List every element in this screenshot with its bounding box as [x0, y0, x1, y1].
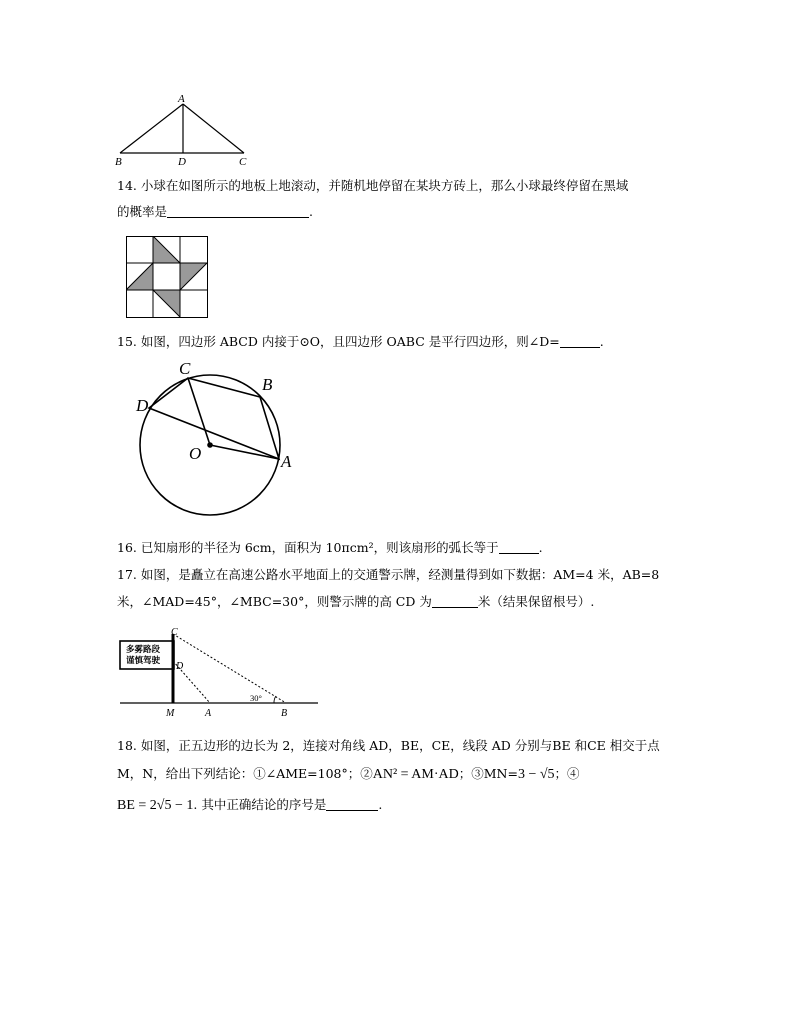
- question-18-text-2: M，N，给出下列结论：①∠AME=108°；②: [117, 766, 373, 781]
- question-18-text-3: ；③MN=: [458, 766, 518, 781]
- question-14-text: 14. 小球在如图所示的地板上地滚动，并随机地停留在某块方砖上，那么小球最终停留在黑域: [117, 178, 629, 193]
- question-18-end: .: [378, 797, 383, 812]
- answer-blank-18[interactable]: [326, 798, 378, 811]
- question-18-text-4: ；④: [554, 766, 580, 781]
- question-15-text: 15. 如图，四边形 ABCD 内接于⊙O，且四边形 OABC 是平行四边形，则∠D=: [117, 334, 560, 349]
- sign-text-line1: 多雾路段: [126, 645, 161, 655]
- circle-label-b: B: [262, 375, 273, 394]
- question-18-text: 18. 如图，正五边形的边长为 2，连接对角线 AD，BE，CE，线段 AD 分别与BE 和CE 相交于点: [117, 738, 660, 753]
- question-17-text-3: 米（结果保留根号）.: [477, 594, 595, 609]
- answer-blank-16[interactable]: [499, 541, 539, 554]
- question-16-line: [117, 539, 543, 557]
- question-18-formula-1: AN² = AM·AD: [372, 767, 459, 782]
- sign-label-a: A: [205, 708, 212, 719]
- circle-label-d: D: [136, 396, 149, 415]
- sign-label-d: D: [176, 661, 184, 672]
- label-a: A: [178, 93, 185, 105]
- question-16-end: .: [538, 540, 543, 555]
- question-17-line2: [117, 593, 594, 611]
- circle-label-o: O: [189, 444, 202, 463]
- label-b: B: [115, 156, 122, 168]
- question-15-end: .: [599, 334, 604, 349]
- question-18-formula-3: BE = 2√5 − 1: [117, 798, 194, 813]
- label-d: D: [178, 156, 186, 168]
- question-18-text-5: . 其中正确结论的序号是: [193, 797, 327, 812]
- sign-text-line2: 谨慎驾驶: [126, 656, 161, 666]
- sign-angle-label: 30°: [250, 693, 262, 703]
- question-18-line1: [117, 737, 660, 755]
- warning-sign-figure: [114, 624, 326, 722]
- circle-label-a: A: [281, 452, 292, 471]
- question-16-text: 16. 已知扇形的半径为 6cm，面积为 10πcm²，则该扇形的弧长等于: [117, 540, 499, 555]
- question-14-text-2: 的概率是: [117, 204, 168, 219]
- answer-blank-15[interactable]: [560, 335, 600, 348]
- sign-label-b: B: [281, 708, 288, 719]
- triangle-figure: [112, 90, 257, 168]
- circle-label-c: C: [179, 359, 191, 378]
- question-14-line2: [117, 203, 313, 221]
- question-18-formula-2: 3 − √5: [517, 767, 555, 782]
- question-18-line3: [117, 796, 382, 815]
- question-14-end: .: [309, 204, 313, 219]
- question-18-line2: [117, 765, 580, 784]
- sign-label-c: C: [171, 627, 178, 638]
- question-14-line1: [117, 177, 628, 195]
- question-15-line: [117, 333, 604, 351]
- question-17-line1: [117, 566, 659, 584]
- answer-blank-14[interactable]: [167, 205, 309, 218]
- circle-quadrilateral-figure: [130, 355, 340, 535]
- label-c: C: [239, 156, 247, 168]
- answer-blank-17[interactable]: [432, 595, 478, 608]
- tile-grid-figure: [126, 236, 210, 320]
- question-17-text: 17. 如图，是矗立在高速公路水平地面上的交通警示牌，经测量得到如下数据：AM=4 米，AB=8: [117, 567, 660, 582]
- sign-label-m: M: [166, 708, 175, 719]
- question-17-text-2: 米，∠MAD=45°，∠MBC=30°，则警示牌的高 CD 为: [117, 594, 432, 609]
